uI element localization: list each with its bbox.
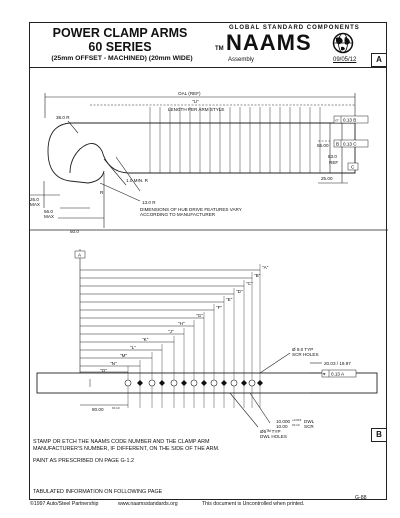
uncontrolled-note: This document is Uncontrolled when printed. (202, 501, 305, 507)
drawing-sheet (29, 22, 387, 507)
max-label-1: MAX (30, 202, 40, 207)
letter-dim-j: "J" (168, 329, 174, 334)
copyright: ©1997 Auto/Steel Partnership (30, 501, 99, 507)
brand-logo-text: NAAMS (226, 30, 312, 55)
dwl-typ-label: Ø6ᵀᴹ TYP (260, 429, 281, 434)
svg-text:B: B (336, 141, 340, 147)
tolerance-frame-2 (334, 140, 368, 147)
dwl-holes-label: DWL HOLES (260, 434, 287, 439)
svg-text:0.13 B: 0.13 B (343, 117, 357, 123)
scr-holes-line-1: Ø 9.0 TYP (292, 347, 314, 352)
letter-dim-d: "D" (236, 289, 243, 294)
dwl-dim-2: 10.00 (276, 424, 288, 429)
dim-80-label: 80.00 (92, 407, 104, 412)
svg-text:0.13 A: 0.13 A (331, 371, 345, 377)
svg-text:⌖: ⌖ (323, 371, 326, 377)
title-line-1: POWER CLAMP ARMS (52, 26, 188, 40)
paint-note: PAINT AS PRESCRIBED ON PAGE G-1.2 (33, 458, 134, 464)
doc-type: Assembly (228, 57, 255, 63)
letter-dim-o: "O" (100, 368, 107, 373)
view-b-marker: B (371, 428, 387, 442)
hub-note-line-2: ACCORDING TO MANUFACTURER (140, 212, 216, 217)
ref-label: REF (329, 160, 339, 165)
max-label-2: MAX (44, 214, 54, 219)
brand-tagline: GLOBAL STANDARD COMPONENTS (229, 25, 360, 31)
length-per-arm-label: LENGTH PER ARM STYLE (168, 107, 225, 112)
dim-25-label: 25.00 (321, 176, 333, 181)
trademark: TM (215, 46, 224, 52)
technical-drawing (30, 23, 388, 501)
letter-dim-e: "E" (226, 297, 233, 302)
dwl-dim-1: 10.000 (276, 419, 291, 424)
letter-dim-g: "G" (196, 313, 203, 318)
revision-date: 09/05/12 (333, 57, 357, 63)
dim-50-label: 50.0 (70, 229, 79, 234)
u-label: "U" (192, 99, 199, 104)
letter-dim-a: "A" (262, 265, 269, 270)
dim-26-label: 26.0 (30, 197, 39, 202)
width-range-label: 20.03 / 19.97 (324, 361, 351, 366)
datum-a-frame (75, 251, 85, 258)
letter-dim-m: "M" (120, 353, 128, 358)
stamp-note-line-2: MANUFACTURER'S NUMBER, IF DIFFERENT, ON THE SIDE OF THE ARM. (33, 446, 220, 452)
oal-label: OAL (REF) (178, 91, 201, 96)
scr-holes-line-2: SCR HOLES (292, 352, 319, 357)
radius-38-label: 38.0 R (56, 115, 70, 120)
letter-dim-f: "F" (216, 305, 223, 310)
letter-dim-c: "C" (246, 281, 253, 286)
radius-r-label: R (100, 190, 104, 195)
svg-text:⏥: ⏥ (335, 117, 339, 123)
svg-text:C: C (351, 164, 355, 170)
datum-c-frame (348, 163, 358, 170)
letter-dim-n: "N" (110, 361, 117, 366)
dwl-dim-1-tol: +0.015 (292, 418, 302, 422)
svg-text:0.13 C: 0.13 C (343, 141, 357, 147)
dwl-dim-1-label: DWL (304, 419, 315, 424)
min-radius-label: 1.0 MIN. R (126, 178, 148, 183)
letter-dim-k: "K" (142, 337, 149, 342)
page-number: G-88 (355, 495, 367, 501)
dim-83-label: 83.0 (328, 154, 337, 159)
tolerance-frame-1 (334, 116, 368, 123)
letter-dim-h: "H" (178, 321, 185, 326)
dim-55-label: 55.00 (317, 143, 329, 148)
letter-dim-l: "L" (130, 345, 136, 350)
tolerance-frame-3 (322, 370, 356, 377)
hub-note-line-1: DIMENSIONS OF HUB DRIVE FEATURES VARY (140, 207, 242, 212)
view-a-marker: A (371, 53, 387, 67)
svg-text:A: A (78, 252, 82, 258)
dwl-dim-2-tol: ±0.13 (292, 423, 300, 427)
letter-dim-b: "B" (254, 273, 261, 278)
dwl-dim-2-label: SCR (304, 424, 314, 429)
tabulated-note: TABULATED INFORMATION ON FOLLOWING PAGE (33, 489, 163, 495)
stamp-note-line-1: STAMP OR ETCH THE NAAMS CODE NUMBER AND THE CLAMP ARM (33, 439, 210, 445)
radius-13-label: 13.0 R (142, 200, 156, 205)
title-line-3: (25mm OFFSET - MACHINED) (20mm WIDE) (51, 55, 193, 62)
website-link[interactable]: www.naamsstandards.org (118, 501, 178, 507)
dim-80-tol: ±0.13 (112, 406, 120, 410)
title-line-2: 60 SERIES (88, 40, 152, 54)
dim-56-label: 56.0 (44, 209, 53, 214)
